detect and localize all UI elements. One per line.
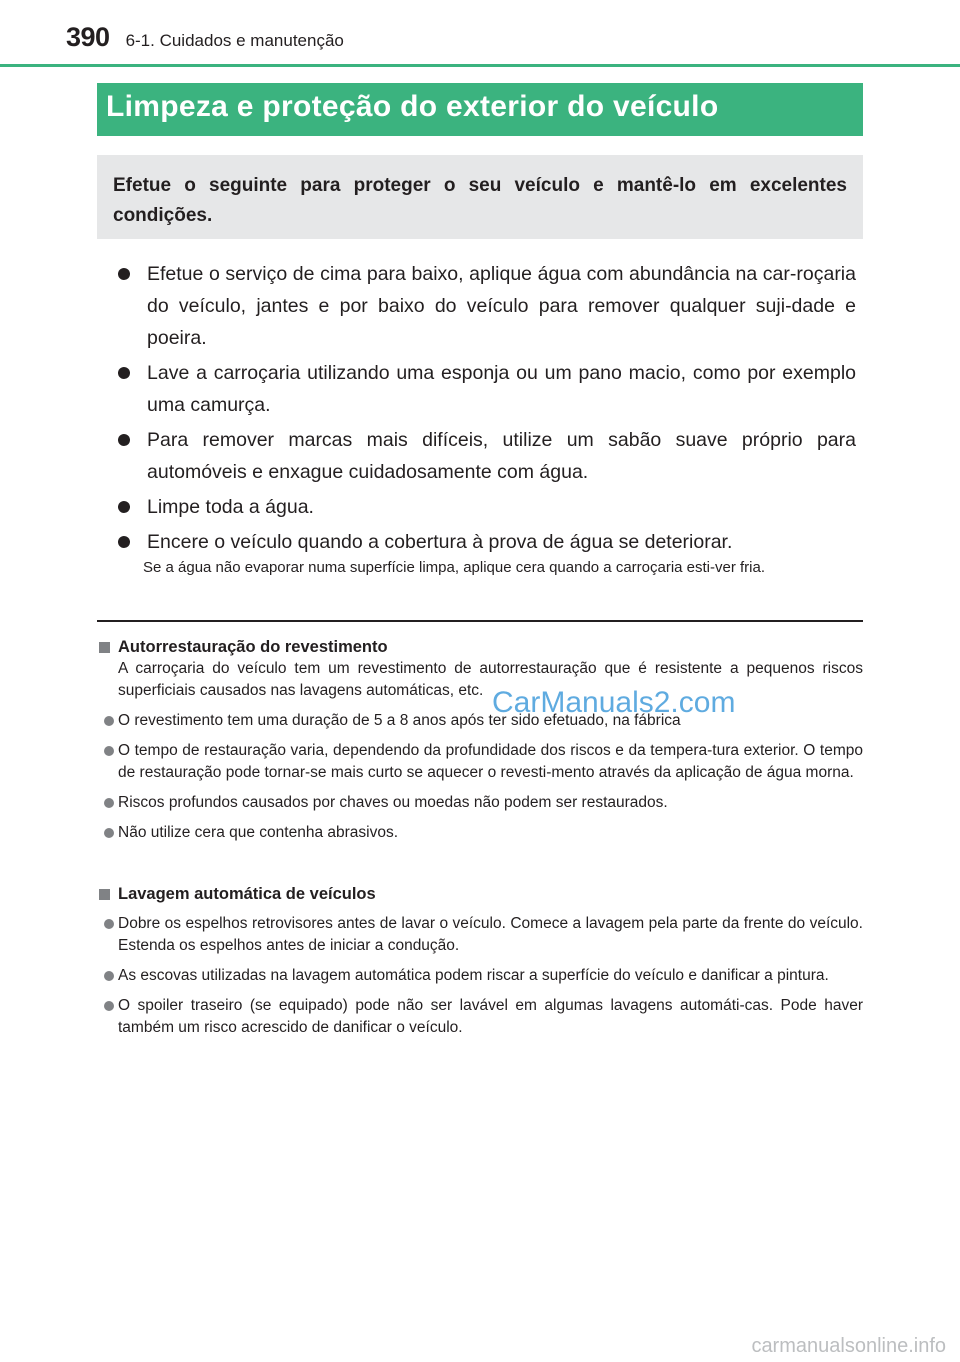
automatic-car-wash-section [97,883,863,1039]
list-item [114,526,856,558]
section-heading [97,636,863,658]
list-item [97,995,863,1039]
chapter-title: 6-1. Cuidados e manutenção [125,31,344,50]
bullet-icon [104,798,114,808]
list-item-text: Não utilize cera que contenha abrasivos. [118,824,399,841]
list-item [97,965,863,987]
bullet-icon [118,367,130,379]
main-bullet-list [114,258,856,561]
list-item-text: O spoiler traseiro (se equipado) pode não ser lavável em algumas lavagens automáti-cas. Pode haver também um risco acrescido de danificar o veículo. [118,997,863,1036]
section-heading-text: Lavagem automática de veículos [118,885,376,903]
list-item [97,822,863,844]
list-item [97,792,863,814]
bullet-icon [118,536,130,548]
list-item-text: Riscos profundos causados por chaves ou moedas não podem ser restaurados. [118,794,668,811]
list-item-text: As escovas utilizadas na lavagem automática podem riscar a superfície do veículo e danificar a pintura. [118,967,829,984]
list-item [97,710,863,732]
bullet-icon [104,919,114,929]
list-item [114,258,856,354]
bullet-icon [104,1001,114,1011]
square-bullet-icon [99,889,110,900]
list-item-text: Lave a carroçaria utilizando uma esponja ou um pano macio, como por exemplo uma camurça. [147,362,856,416]
list-item [97,913,863,957]
section-paragraph: A carroçaria do veículo tem um revestimento de autorrestauração que é resistente a pequenos riscos superficiais causados nas lavagens automáticas, etc. [118,660,863,699]
bullet-icon [118,501,130,513]
bullet-icon [104,746,114,756]
list-item-text: Dobre os espelhos retrovisores antes de lavar o veículo. Comece a lavagem pela parte da frente do veículo. Estenda os espelhos antes de iniciar a condução. [118,915,863,954]
list-item-text: O tempo de restauração varia, dependendo da profundidade dos riscos e da tempera-tura exterior. O tempo de restauração pode tornar-se mais curto se aquecer o revesti-mento através da aplicação de água morna. [118,742,863,781]
list-item [97,740,863,784]
bullet-icon [118,268,130,280]
list-item-text: Efetue o serviço de cima para baixo, aplique água com abundância na car-roçaria do veículo, jantes e por baixo do veículo para remover qualquer suji-dade e poeira. [147,263,856,349]
watermark-logo: CarManuals2.com [492,686,736,719]
header-rule [0,64,960,67]
list-item [114,424,856,488]
bullet-icon [104,716,114,726]
section-divider [97,620,863,622]
list-item-text: Limpe toda a água. [147,496,314,518]
page-title: Limpeza e proteção do exterior do veículo [97,83,863,136]
list-item [114,357,856,421]
square-bullet-icon [99,642,110,653]
bullet-icon [104,828,114,838]
page-header [66,22,344,53]
footer-watermark: carmanualsonline.info [751,1335,946,1357]
list-item [114,491,856,523]
list-item-text: Para remover marcas mais difíceis, utilize um sabão suave próprio para automóveis e enxague cuidadosamente com água. [147,429,856,483]
list-item-text: Encere o veículo quando a cobertura à prova de água se deteriorar. [147,531,733,553]
section-heading-text: Autorrestauração do revestimento [118,638,388,656]
page-number: 390 [66,22,110,52]
intro-box: Efetue o seguinte para proteger o seu veículo e mantê-lo em excelentes condições. [97,155,863,239]
bullet-icon [118,434,130,446]
wax-note: Se a água não evaporar numa superfície limpa, aplique cera quando a carroçaria esti-ver fria. [143,559,766,576]
self-restoring-coating-section [97,636,863,844]
section-heading [97,883,863,905]
list-item-text: O revestimento tem uma duração de 5 a 8 anos após ter sido efetuado, na fábrica [118,712,681,729]
bullet-icon [104,971,114,981]
